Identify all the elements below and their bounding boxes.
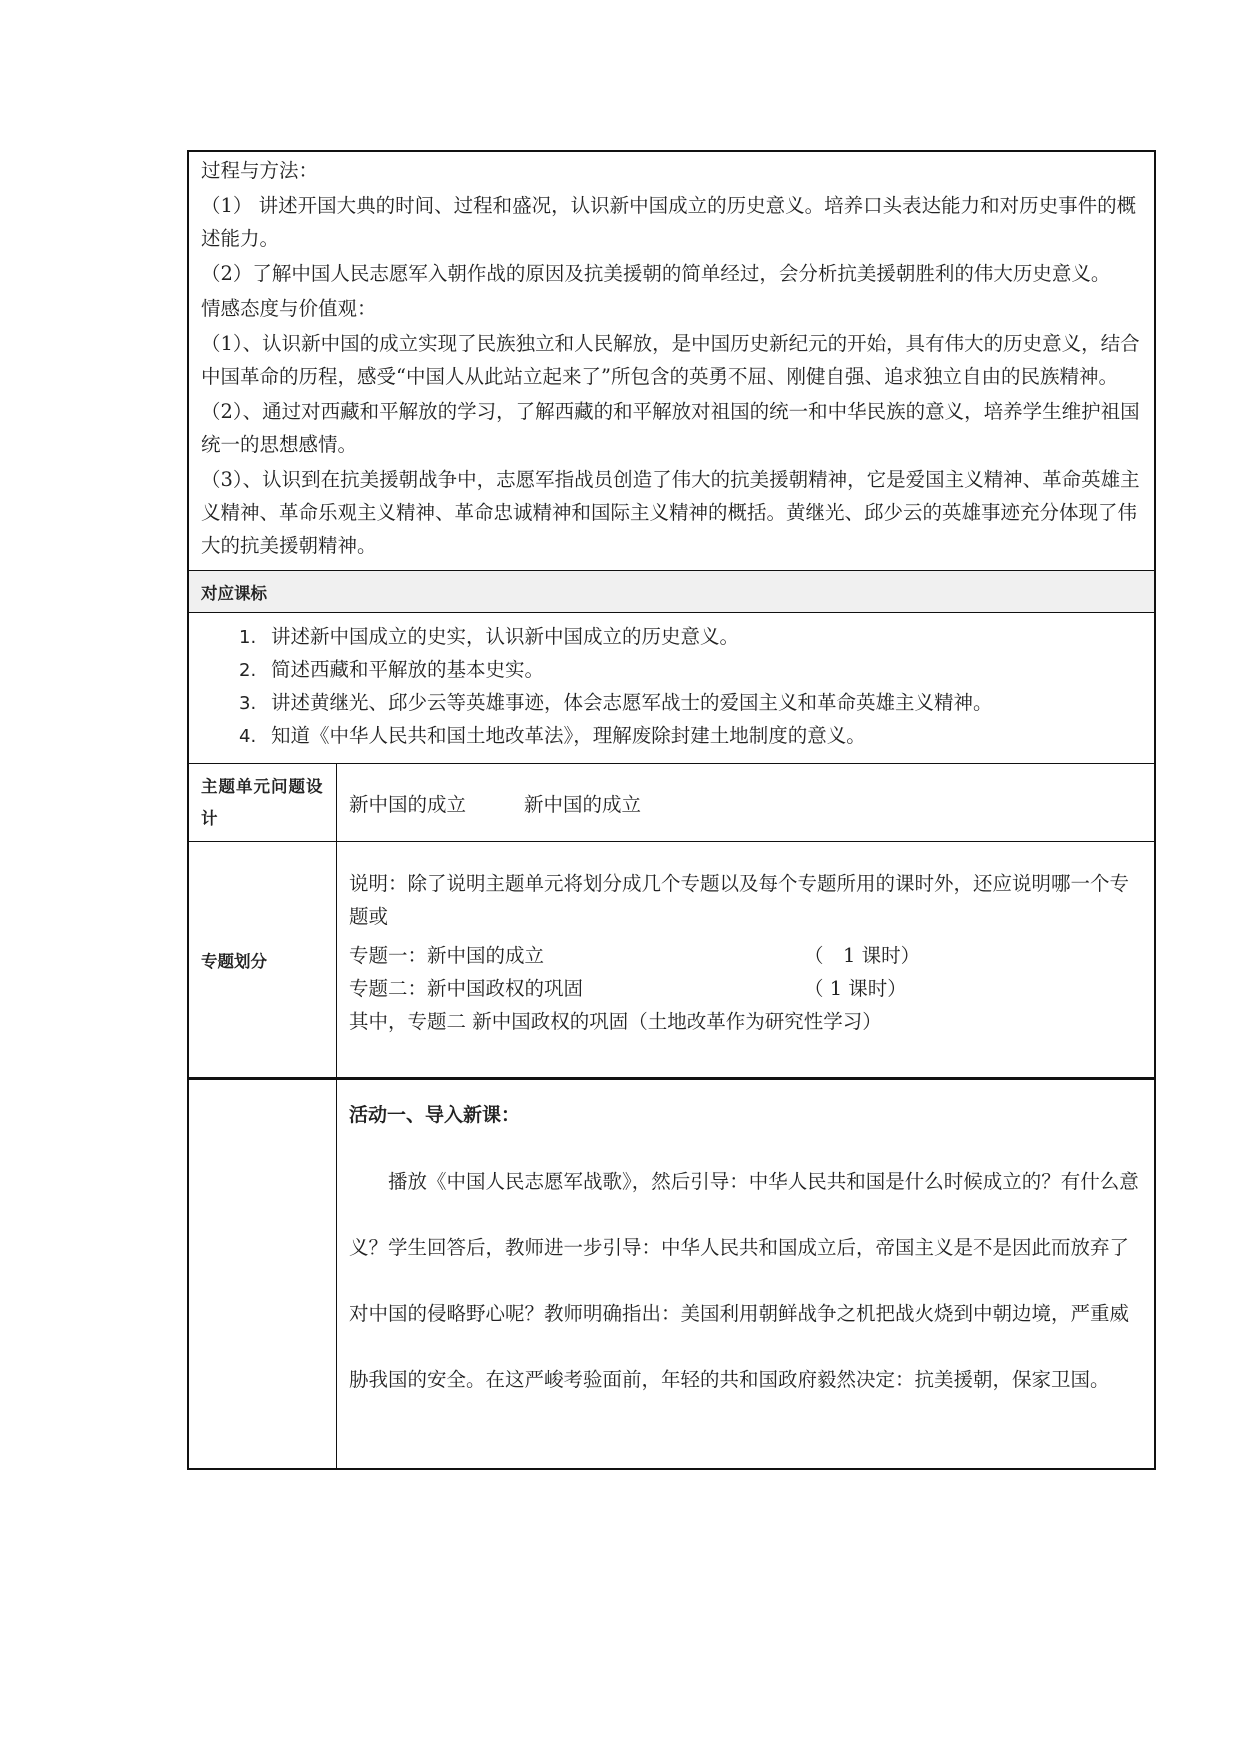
theme-label: 主题单元问题设计 — [189, 764, 337, 841]
standards-header: 对应课标 — [189, 571, 1154, 613]
emotion-item-3: （3）、认识到在抗美援朝战争中，志愿军指战员创造了伟大的抗美援朝精神，它是爱国主义精神、革命英雄主义精神、革命乐观主义精神、革命忠诚精神和国际主义精神的概括。黄继光、邱少云的英雄事迹充分体现了伟大的抗美援朝精神。 — [201, 468, 1140, 557]
standards-section — [189, 613, 1154, 764]
topics-row — [189, 842, 1154, 1078]
standards-item-text: 讲述黄继光、邱少云等英雄事迹，体会志愿军战士的爱国主义和革命英雄主义精神。 — [271, 691, 993, 714]
topic-name: 专题一：新中国的成立 — [349, 944, 545, 967]
standards-item — [239, 720, 1144, 753]
standards-item-number: 1. — [239, 627, 257, 648]
standards-item-text: 简述西藏和平解放的基本史实。 — [271, 658, 545, 681]
topic-hours: （ 1 课时） — [804, 944, 921, 967]
topic-name: 专题二：新中国政权的巩固 — [349, 977, 584, 1000]
standards-item-text: 知道《中华人民共和国土地改革法》，理解废除封建土地制度的意义。 — [271, 724, 866, 747]
emotion-item-1: （1）、认识新中国的成立实现了民族独立和人民解放，是中国历史新纪元的开始，具有伟大的历史意义，结合中国革命的历程，感受“中国人从此站立起来了”所包含的英勇不屈、刚健自强、追求独立自由的民族精神。 — [201, 332, 1140, 388]
standards-item-number: 4. — [239, 726, 257, 747]
activity-label — [189, 1080, 337, 1468]
activity-cell — [337, 1080, 1154, 1468]
emotion-heading: 情感态度与价值观： — [201, 297, 377, 320]
topics-cell — [337, 842, 1154, 1077]
topics-summary: 其中，专题二 新中国政权的巩固（土地改革作为研究性学习） — [349, 1010, 882, 1033]
theme-value-2: 新中国的成立 — [524, 792, 642, 816]
standards-item-number: 3. — [239, 693, 257, 714]
theme-value-cell — [337, 764, 1154, 841]
process-item-1: （1） 讲述开国大典的时间、过程和盛况，认识新中国成立的历史意义。培养口头表达能力和对历史事件的概述能力。 — [201, 194, 1137, 250]
emotion-item-2: （2）、通过对西藏和平解放的学习，了解西藏的和平解放对祖国的统一和中华民族的意义，培养学生维护祖国统一的思想感情。 — [201, 400, 1140, 456]
activity-row — [189, 1078, 1154, 1468]
process-heading: 过程与方法： — [201, 159, 319, 182]
standards-item — [239, 654, 1144, 687]
topic-item — [349, 972, 1144, 1005]
theme-value-1: 新中国的成立 — [349, 792, 467, 816]
standards-list — [239, 621, 1144, 753]
topic-hours: （ 1 课时） — [804, 977, 907, 1000]
standards-item-number: 2. — [239, 660, 257, 681]
topic-item — [349, 939, 1144, 972]
objectives-section — [189, 152, 1154, 571]
theme-row — [189, 764, 1154, 842]
standards-item — [239, 687, 1144, 720]
activity-title: 活动一、导入新课： — [349, 1104, 521, 1126]
standards-item-text: 讲述新中国成立的史实，认识新中国成立的历史意义。 — [271, 625, 740, 648]
topics-note: 说明：除了说明主题单元将划分成几个专题以及每个专题所用的课时外，还应说明哪一个专题或 — [349, 872, 1130, 928]
lesson-plan-table — [187, 150, 1156, 1470]
topics-label: 专题划分 — [189, 842, 337, 1077]
activity-body: 播放《中国人民志愿军战歌》，然后引导：中华人民共和国是什么时候成立的？有什么意义？学生回答后，教师进一步引导：中华人民共和国成立后，帝国主义是不是因此而放弃了对中国的侵略野心呢？教师明确指出：美国利用朝鲜战争之机把战火烧到中朝边境，严重威胁我国的安全。在这严峻考验面前，年轻的共和国政府毅然决定：抗美援朝，保家卫国。 — [349, 1170, 1139, 1391]
process-item-2: （2）了解中国人民志愿军入朝作战的原因及抗美援朝的简单经过，会分析抗美援朝胜利的伟大历史意义。 — [201, 262, 1111, 285]
standards-item — [239, 621, 1144, 654]
